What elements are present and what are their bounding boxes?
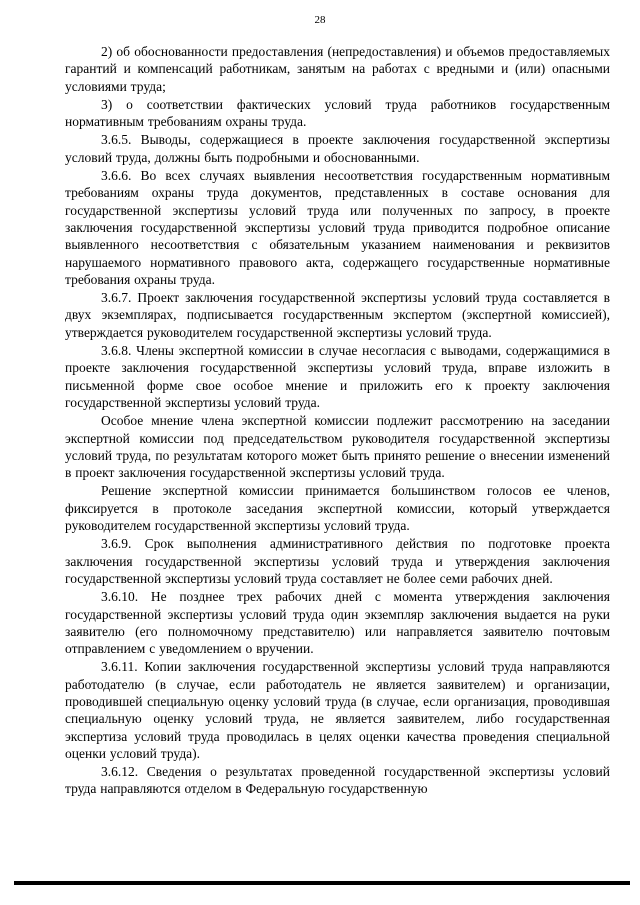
page-number: 28 [314, 14, 326, 26]
document-body [65, 43, 610, 799]
paragraph-3-6-12: 3.6.12. Сведения о результатах проведенной государственной экспертизы условий труда направляются отделом в Федеральную государственную [65, 764, 610, 797]
paragraph-3-6-11: 3.6.11. Копии заключения государственной экспертизы условий труда направляются работодателю (в случае, если работодатель не является заявителем) и организации, проводившей специальную оценку условий труда (в случае, если организация, проводившая специальную оценку условий труда, не является заявителем, либо государственная экспертиза условий труда проводилась в целях оценки качества проведения специальной оценки условий труда). [65, 659, 610, 761]
paragraph-special-opinion: Особое мнение члена экспертной комиссии подлежит рассмотрению на заседании экспертной комиссии под председательством руководителя государственной экспертизы условий труда, по результатам которого может быть принято решение о внесении изменений в проект заключения государственной экспертизы условий труда. [65, 413, 610, 481]
paragraph-3-6-8: 3.6.8. Члены экспертной комиссии в случае несогласия с выводами, содержащимися в проекте заключения государственной экспертизы условий труда, вправе изложить в письменной форме свое особое мнение и приложить его к проекту заключения государственной экспертизы условий труда. [65, 343, 610, 410]
bottom-rule [14, 881, 630, 885]
paragraph-3-6-6: 3.6.6. Во всех случаях выявления несоответствия государственным нормативным требованиям охраны труда документов, представленных в составе основания для государственной экспертизы условий труда или полученных по запросу, в проекте заключения государственной экспертизы условий труда приводится подробное описание выявленного несоответствия с обязательным указанием наименования и реквизитов нарушаемого нормативного правового акта, содержащего государственные нормативные требования охраны труда. [65, 168, 610, 287]
paragraph-item-2: 2) об обоснованности предоставления (непредоставления) и объемов предоставляемых гарантий и компенсаций работникам, занятым на работах с вредными и (или) опасными условиями труда; [65, 44, 610, 94]
paragraph-item-3: 3) о соответствии фактических условий труда работников государственным нормативным требованиям охраны труда. [65, 96, 610, 130]
paragraph-3-6-10: 3.6.10. Не позднее трех рабочих дней с момента утверждения заключения государственной экспертизы условий труда один экземпляр заключения выдается на руки заявителю (его полномочному представителю) или направляется заявителю почтовым отправлением с уведомлением о вручении. [65, 589, 610, 657]
paragraph-commission-decision: Решение экспертной комиссии принимается большинством голосов ее членов, фиксируется в протоколе заседания экспертной комиссии, который утверждается руководителем государственной экспертизы условий труда. [65, 483, 610, 534]
paragraph-3-6-7: 3.6.7. Проект заключения государственной экспертизы условий труда составляется в двух экземплярах, подписывается государственным экспертом (экспертной комиссией), утверждается руководителем государственной экспертизы условий труда. [65, 290, 610, 340]
paragraph-3-6-9: 3.6.9. Срок выполнения административного действия по подготовке проекта заключения государственной экспертизы условий труда и утверждения заключения государственной экспертизы условий труда составляет не более семи рабочих дней. [65, 536, 610, 586]
paragraph-3-6-5: 3.6.5. Выводы, содержащиеся в проекте заключения государственной экспертизы условий труда, должны быть подробными и обоснованными. [65, 132, 610, 165]
